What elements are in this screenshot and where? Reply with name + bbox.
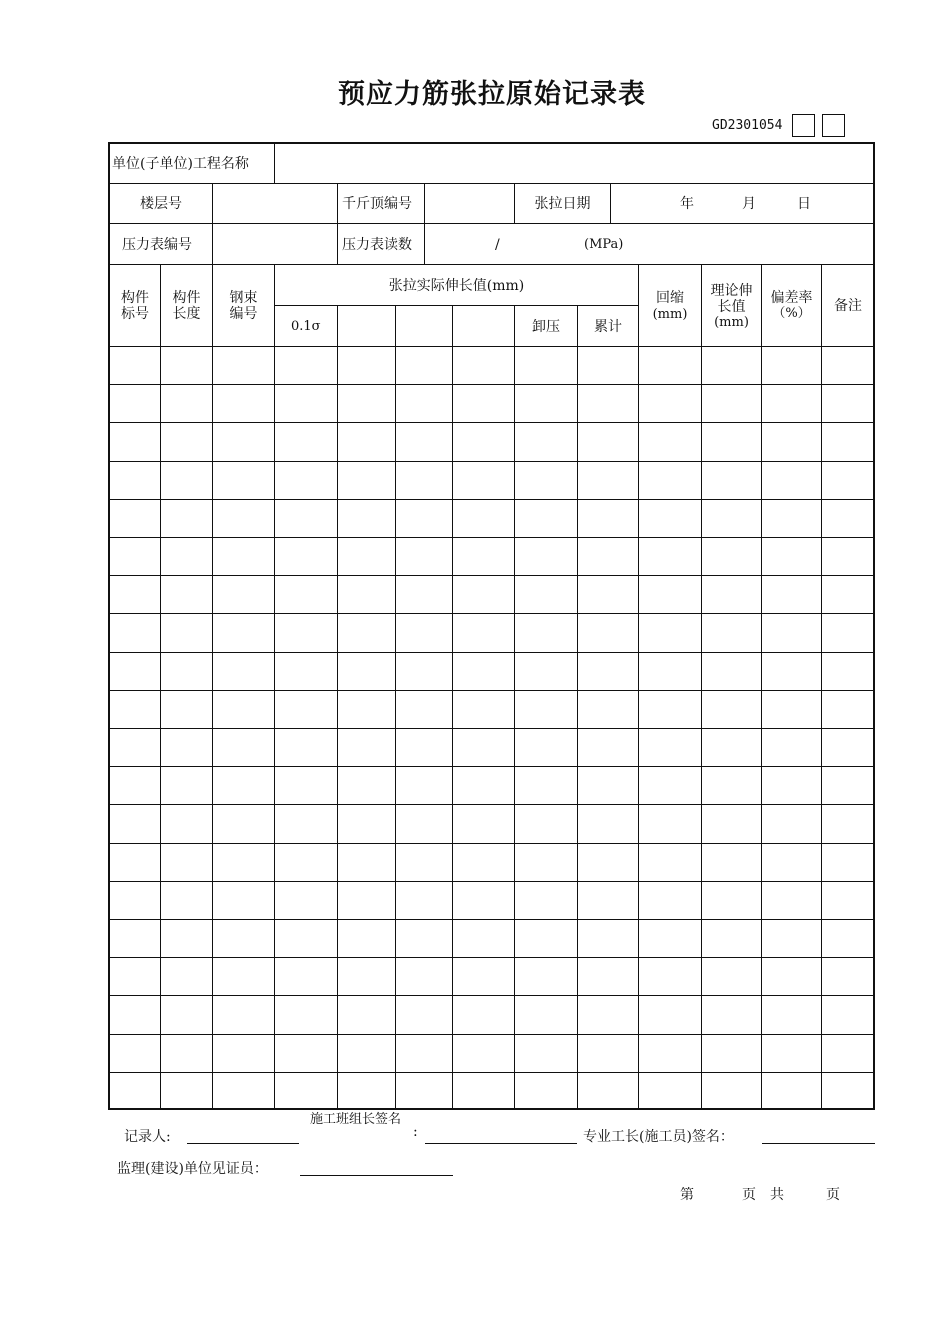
data-row-divider (108, 728, 875, 729)
data-row-divider (108, 575, 875, 576)
col-divider (577, 305, 578, 1110)
col-retraction-line2: (mm) (652, 307, 688, 322)
col-divider (761, 264, 762, 1110)
row-divider (108, 346, 875, 347)
data-row-divider (108, 804, 875, 805)
date-month: 月 (742, 196, 756, 212)
data-row-divider (108, 766, 875, 767)
reading-unit: (MPa) (584, 237, 624, 252)
col-theory-line3: (mm) (714, 315, 749, 330)
floor-field[interactable] (213, 186, 336, 221)
col-theory-line2: 长值 (717, 299, 746, 315)
reading-slash: / (495, 237, 500, 253)
col-divider (701, 264, 702, 1110)
col-sub-0-1: 0.1σ (291, 319, 321, 334)
data-row-divider (108, 843, 875, 844)
col-deviation-line1: 偏差率 (770, 290, 813, 306)
col-deviation-line2: （%） (772, 306, 811, 321)
form-code: GD2301054 (712, 118, 783, 133)
col-divider (337, 305, 338, 1110)
col-sub-total: 累计 (594, 319, 622, 335)
data-row-divider (108, 461, 875, 462)
gauge-reading-label: 压力表读数 (342, 237, 412, 253)
col-member-no-line1: 构件 (121, 290, 149, 306)
col-divider (638, 264, 639, 1110)
tension-date-label: 张拉日期 (534, 196, 591, 212)
page-number-prefix: 第 (680, 1187, 694, 1203)
page-number-suffix: 页 (742, 1187, 756, 1203)
supervisor-label: 监理(建设)单位见证员： (117, 1161, 268, 1177)
recorder-label: 记录人: (124, 1129, 171, 1145)
col-member-length-line1: 构件 (172, 290, 201, 306)
data-row-divider (108, 422, 875, 423)
col-retraction-line1: 回缩 (656, 290, 684, 306)
col-remarks: 备注 (834, 298, 862, 314)
col-sub-unload: 卸压 (532, 319, 560, 335)
floor-label: 楼层号 (140, 196, 182, 212)
data-row-divider (108, 690, 875, 691)
data-row-divider (108, 919, 875, 920)
code-box-2[interactable] (822, 114, 845, 137)
unit-name-label: 单位(子单位)工程名称 (112, 156, 249, 172)
col-divider (274, 264, 275, 1110)
col-divider (212, 264, 213, 1110)
data-row-divider (108, 613, 875, 614)
data-row-divider (108, 499, 875, 500)
team-leader-signature-line[interactable] (425, 1143, 577, 1144)
row-divider (108, 223, 875, 224)
col-member-length-line2: 长度 (172, 306, 201, 322)
row-divider (108, 264, 875, 265)
row-divider (108, 183, 875, 184)
page-total-suffix: 页 (826, 1187, 840, 1203)
data-row-divider (108, 957, 875, 958)
col-divider (337, 183, 338, 265)
date-day: 日 (797, 196, 811, 212)
col-member-no-line2: 标号 (121, 306, 149, 322)
data-row-divider (108, 1034, 875, 1035)
gauge-no-label: 压力表编号 (122, 237, 192, 253)
data-row-divider (108, 881, 875, 882)
col-tendon-no-line2: 编号 (229, 306, 258, 322)
jack-no-label: 千斤顶编号 (342, 196, 412, 212)
recorder-signature-line[interactable] (187, 1143, 299, 1144)
supervisor-signature-line[interactable] (300, 1175, 453, 1176)
gauge-no-field[interactable] (213, 226, 336, 262)
col-divider (160, 264, 161, 1110)
page-total-prefix: 共 (770, 1187, 784, 1203)
team-leader-label: 施工班组长签名 (310, 1112, 402, 1127)
col-divider (610, 183, 611, 224)
data-row-divider (108, 1072, 875, 1073)
code-box-1[interactable] (792, 114, 815, 137)
data-row-divider (108, 995, 875, 996)
foreman-signature-line[interactable] (762, 1143, 875, 1144)
foreman-label: 专业工长(施工员)签名： (583, 1129, 734, 1145)
data-row-divider (108, 652, 875, 653)
unit-name-field[interactable] (275, 146, 873, 181)
form-title: 预应力筋张拉原始记录表 (338, 79, 646, 110)
col-tendon-no-line1: 钢束 (229, 290, 258, 306)
team-leader-colon: : (413, 1124, 418, 1140)
col-divider (514, 305, 515, 1110)
subheader-divider (275, 305, 639, 306)
jack-no-field[interactable] (425, 186, 513, 221)
col-actual-elongation: 张拉实际伸长值(mm) (388, 278, 525, 294)
col-theory-line1: 理论伸 (710, 283, 753, 299)
data-row-divider (108, 537, 875, 538)
date-year: 年 (680, 196, 694, 212)
data-row-divider (108, 384, 875, 385)
col-divider (452, 305, 453, 1110)
col-divider (821, 264, 822, 1110)
col-divider (395, 305, 396, 1110)
